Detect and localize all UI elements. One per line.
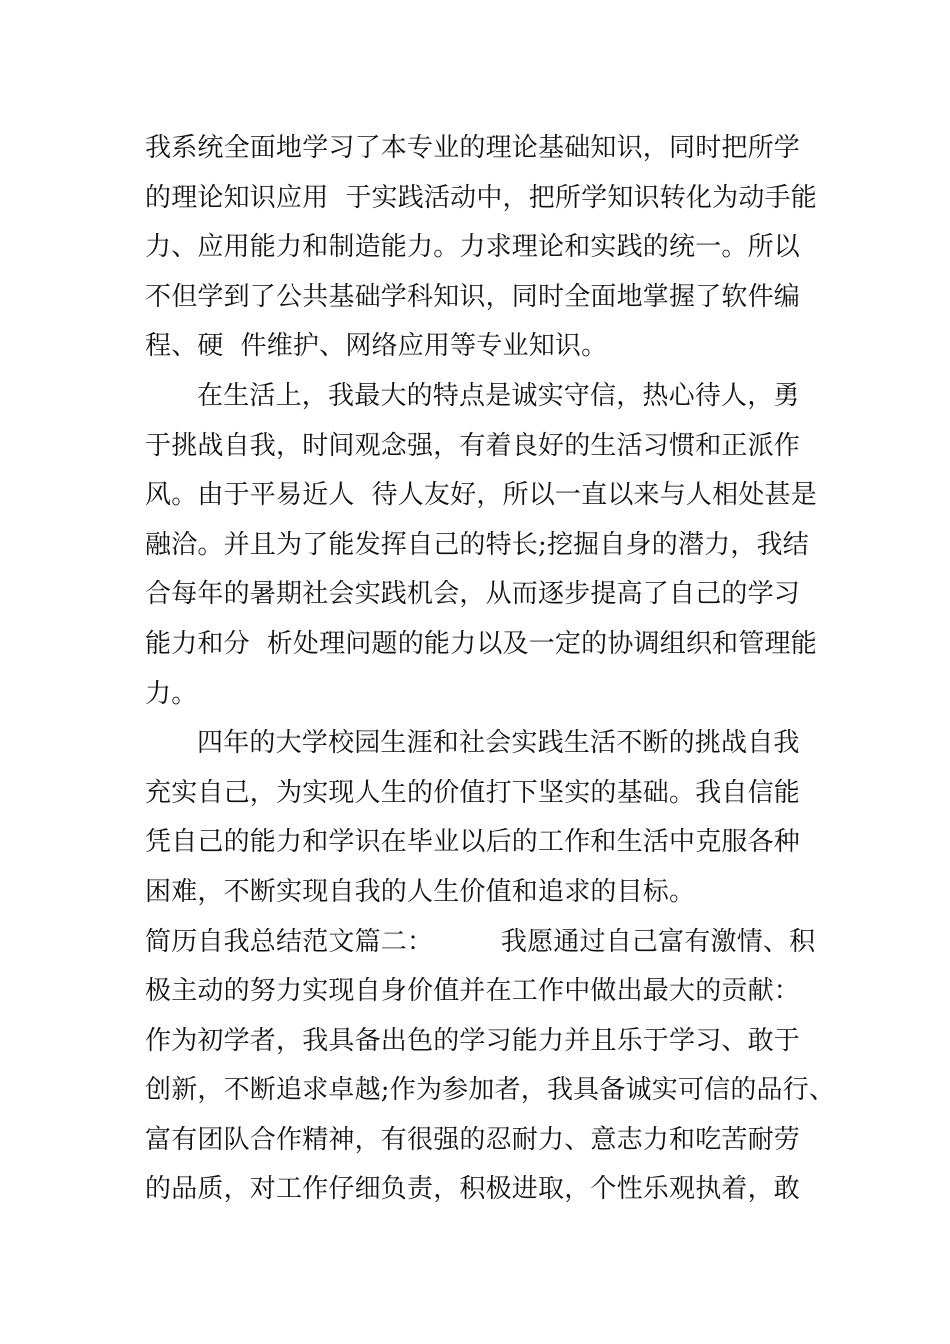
text-line: 融洽。并且为了能发挥自己的特长;挖掘自身的潜力，我结	[145, 529, 809, 560]
paragraph-sample-two	[145, 918, 836, 1216]
text-line: 创新，不断追求卓越;作为参加者，我具备诚实可信的品行、	[145, 1075, 836, 1106]
text-line: 作为初学者，我具备出色的学习能力并且乐于学习、敢于	[145, 1025, 801, 1056]
text-line: 四年的大学校园生涯和社会实践生活不断的挑战自我	[197, 728, 800, 759]
document-body	[145, 124, 836, 1215]
text-line: 极主动的努力实现自身价值并在工作中做出最大的贡献：	[145, 976, 801, 1007]
text-line: 力、应用能力和制造能力。力求理论和实践的统一。所以	[145, 232, 801, 263]
text-line: 富有团队合作精神，有很强的忍耐力、意志力和吃苦耐劳	[145, 1124, 801, 1155]
text-line: 合每年的暑期社会实践机会，从而逐步提高了自己的学习	[145, 579, 801, 610]
text-line: 凭自己的能力和学识在毕业以后的工作和生活中克服各种	[145, 827, 801, 858]
text-line: 我系统全面地学习了本专业的理论基础知识，同时把所学	[145, 133, 801, 163]
text-line: 困难，不断实现自我的人生价值和追求的目标。	[145, 876, 696, 907]
text-line: 的理论知识应用 于实践活动中，把所学知识转化为动手能	[145, 182, 817, 213]
text-line: 风。由于平易近人 待人友好，所以一直以来与人相处甚是	[145, 480, 817, 511]
paragraph-university	[145, 719, 815, 917]
text-line: 简历自我总结范文篇二： 我愿通过自己富有激情、积	[145, 926, 816, 957]
text-line: 在生活上，我最大的特点是诚实守信，热心待人，勇	[197, 380, 800, 411]
paragraph-life	[145, 372, 815, 719]
text-line: 不但学到了公共基础学科知识，同时全面地掌握了软件编	[145, 281, 801, 312]
text-line: 能力和分 析处理问题的能力以及一定的协调组织和管理能	[145, 628, 817, 659]
text-line: 于挑战自我，时间观念强，有着良好的生活习惯和正派作	[145, 430, 801, 461]
text-line: 力。	[145, 678, 198, 709]
paragraph-study	[145, 124, 815, 372]
text-line: 程、硬 件维护、网络应用等专业知识。	[145, 331, 608, 362]
text-line: 充实自己，为实现人生的价值打下坚实的基础。我自信能	[145, 777, 801, 808]
text-line: 的品质，对工作仔细负责，积极进取，个性乐观执着，敢	[145, 1174, 801, 1205]
